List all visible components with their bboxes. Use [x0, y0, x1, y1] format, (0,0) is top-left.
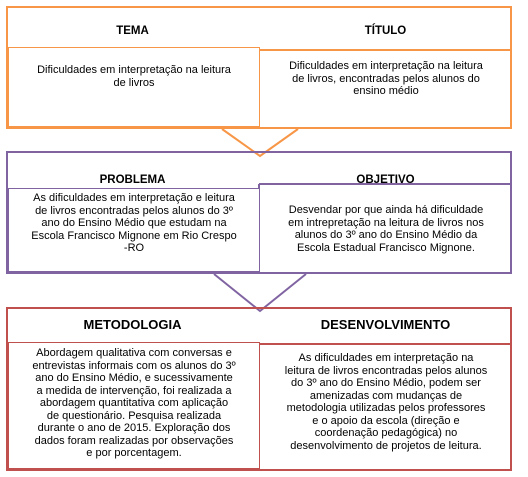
box-problema — [8, 188, 260, 272]
text-desenvolvimento: As dificuldades em interpretação na leitura de livros encontradas pelos alunos do 3º ano do Ensino Médio, podem ser amenizadas com mudanças de metodologia utilizadas pelos professores e o apoio da escola (direção e coordenação pedagógica) no desenvolvimento de projetos de leitura. — [284, 352, 488, 452]
header-metodologia: METODOLOGIA — [83, 317, 182, 332]
header-titulo: TÍTULO — [364, 25, 407, 37]
box-metodologia — [8, 342, 260, 469]
text-metodologia: Abordagem qualitativa com conversas e entrevistas informais com os alunos do 3º ano do Ensino Médio, e sucessivamente a medida de intervenção, foi realizada a abordagem quantitativa com aplicação de questionário. Pesquisa realizada durante o ano de 2015. Exploração dos dados foram realizadas por observações e por porcentagem. — [32, 347, 236, 459]
text-objetivo: Desvendar por que ainda há dificuldade em intrepretação na leitura de livros nos alunos do 3º ano do Ensino Médio da Escola Estadual Francisco Mignone. — [288, 204, 484, 254]
header-problema: PROBLEMA — [99, 174, 166, 186]
header-objetivo: OBJETIVO — [356, 174, 415, 186]
header-desenvolvimento: DESENVOLVIMENTO — [320, 317, 451, 332]
box-tema — [8, 47, 260, 127]
text-titulo: Dificuldades em interpretação na leitura de livros, encontradas pelos alunos do ensino médio — [289, 60, 483, 97]
text-problema: As dificuldades em interpretação e leitura de livros encontradas pelos alunos do 3º ano do Ensino Médio que estudam na Escola Francisco Mignone em Rio Crespo -RO — [31, 192, 237, 254]
text-tema: Dificuldades em interpretação na leitura de livros — [37, 64, 231, 89]
header-tema: TEMA — [116, 25, 149, 37]
